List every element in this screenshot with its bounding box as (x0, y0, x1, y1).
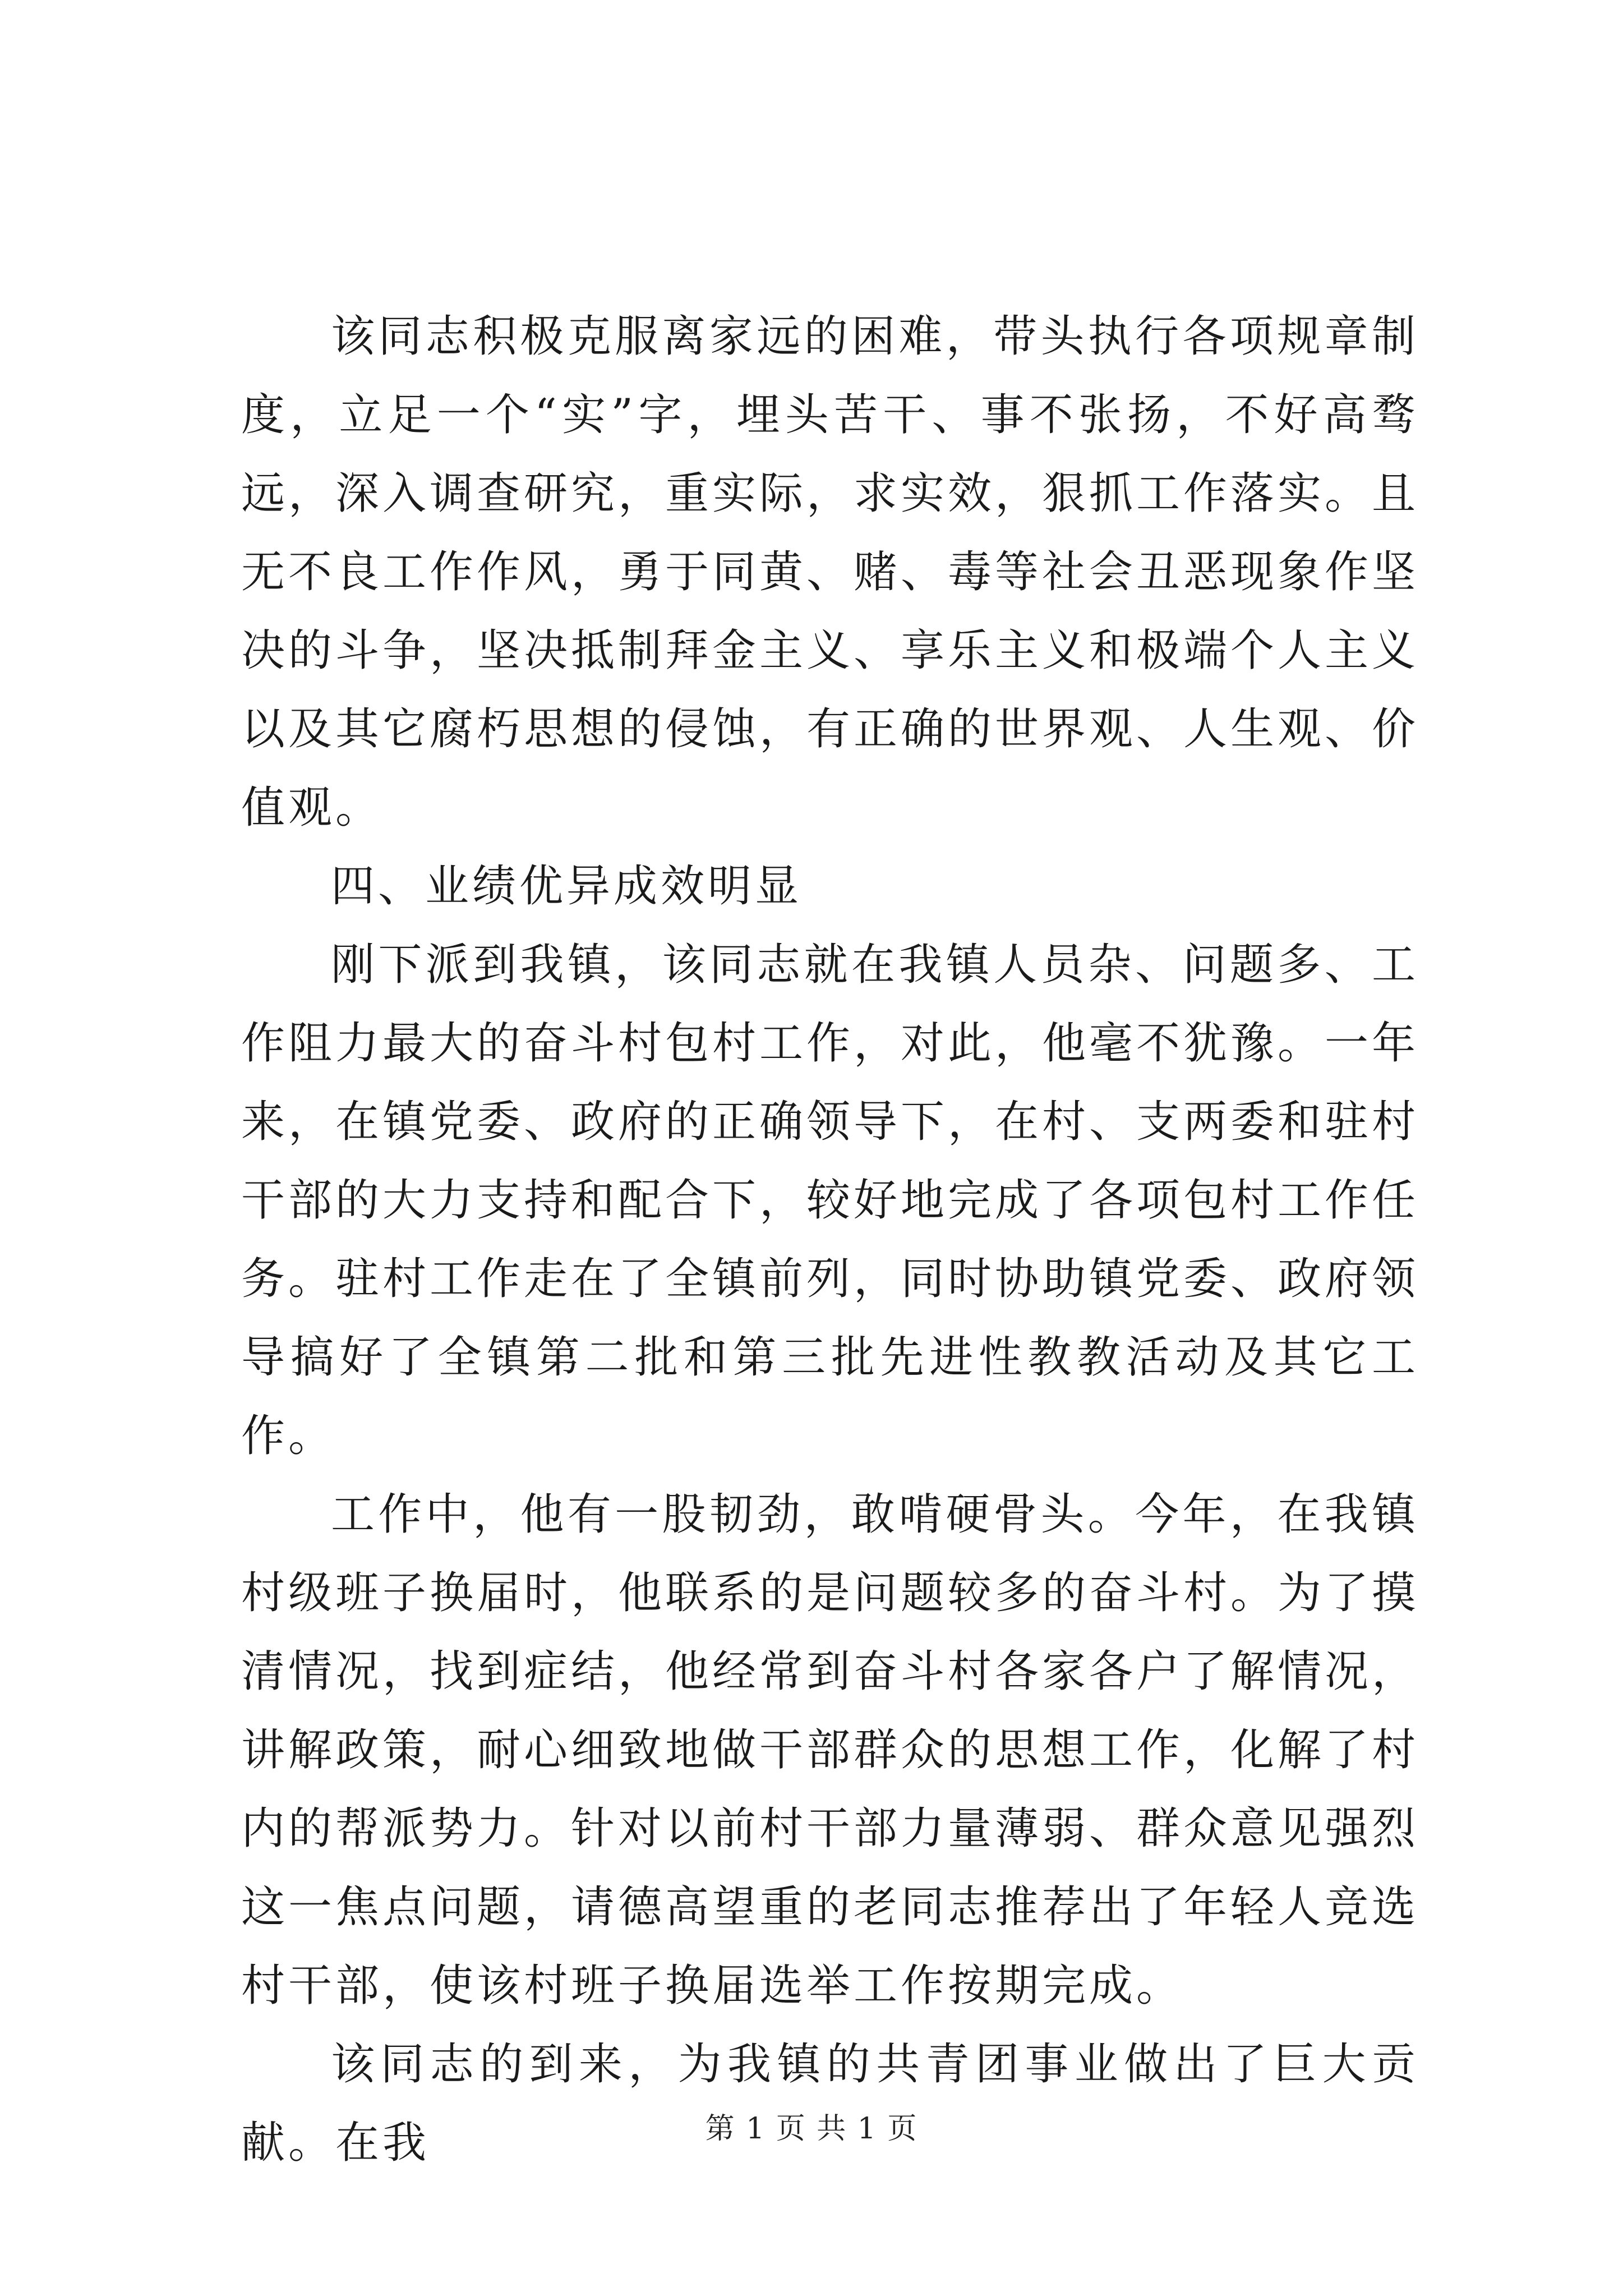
page-footer: 第 1 页 共 1 页 (705, 2112, 918, 2146)
paragraph-youth-league: 该同志的到来，为我镇的共青团事业做出了巨大贡献。在我 (241, 2039, 1419, 2168)
paragraph-conduct: 该同志积极克服离家远的困难，带头执行各项规章制度，立足一个“实”字，埋头苦干、事不张扬，不好高骛远，深入调查研究，重实际，求实效，狠抓工作落实。且无不良工作作风，勇于同黄、赌、毒等社会丑恶现象作坚决的斗争，坚决抵制拜金主义、享乐主义和极端个人主义以及其它腐朽思想的侵蚀，有正确的世界观、人生观、价值观。 (241, 311, 1419, 833)
paragraph-election-work: 工作中，他有一股韧劲，敢啃硬骨头。今年，在我镇村级班子换届时，他联系的是问题较多的奋斗村。为了摸清情况，找到症结，他经常到奋斗村各家各户了解情况，讲解政策，耐心细致地做干部群众的思想工作，化解了村内的帮派势力。针对以前村干部力量薄弱、群众意见强烈这一焦点问题，请德高望重的老同志推荐出了年轻人竞选村干部，使该村班子换届选举工作按期完成。 (241, 1489, 1419, 2011)
paragraph-village-work: 刚下派到我镇，该同志就在我镇人员杂、问题多、工作阻力最大的奋斗村包村工作，对此，他毫不犹豫。一年来，在镇党委、政府的正确领导下，在村、支两委和驻村干部的大力支持和配合下，较好地完成了各项包村工作任务。驻村工作走在了全镇前列，同时协助镇党委、政府领导搞好了全镇第二批和第三批先进性教教活动及其它工作。 (241, 940, 1419, 1461)
section-heading-achievements: 四、业绩优异成效明显 (331, 861, 803, 912)
document-body (241, 297, 1419, 2182)
